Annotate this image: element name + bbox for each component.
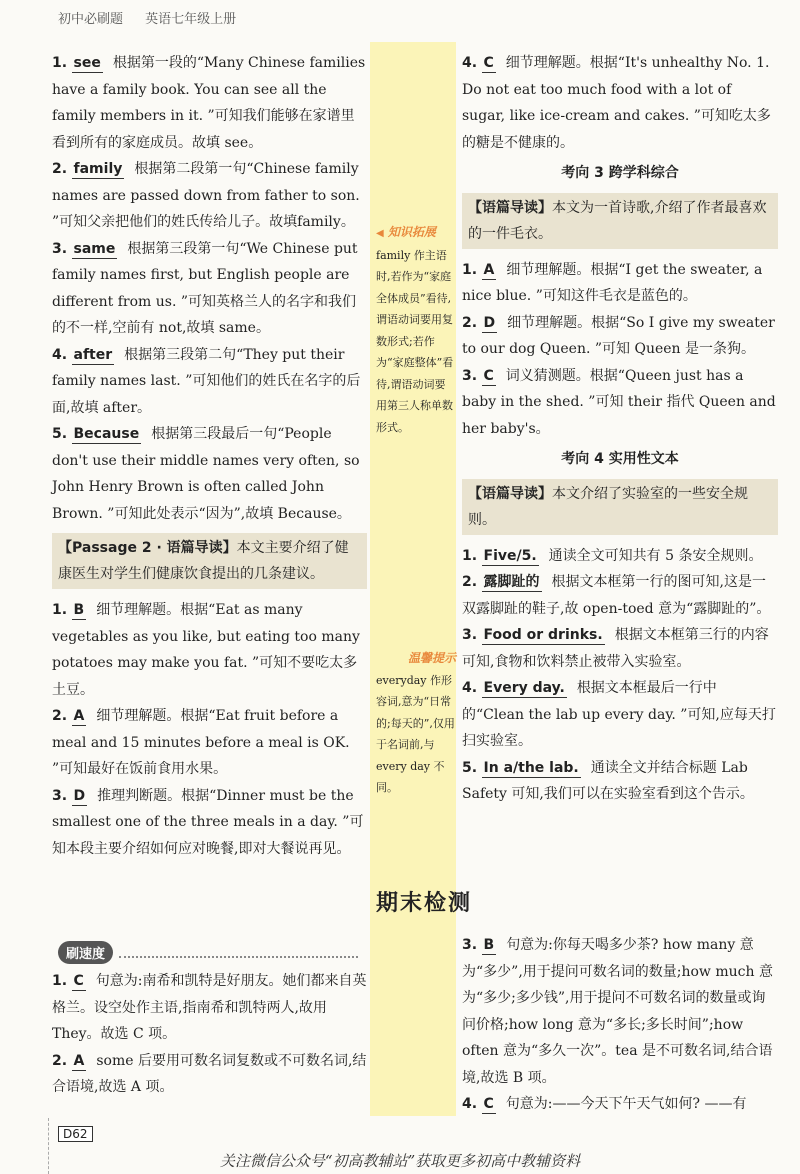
answer-item [52,703,367,783]
item-explanation: 根据第一段的“Many Chinese families have a family book. You can see all the family members in it. ”可知我们能够在家谱里看到所有的家庭成员。故填 see。 [52,55,366,151]
item-number: 3. [462,627,478,643]
side-column [370,42,456,1116]
passage2-label: 【Passage 2 · 语篇导读】 [58,540,237,556]
item-number: 4. [462,680,478,696]
item-answer: B [483,937,495,953]
passage2-text: 本文主要介绍了健康医生对学生们健康饮食提出的几条建议。 [58,540,349,582]
side-tip1-text: family 作主语时,若作为“家庭全体成员”看待,谓语动词要用复数形式;若作为“家庭整体”看待,谓语动词要用第三人称单数形式。 [376,248,454,434]
item-answer: D [483,314,496,331]
item-answer: see [73,55,101,71]
passage2-guide [52,533,367,589]
item-number: 4. [462,1096,478,1112]
section3-guide-label: 【语篇导读】 [468,199,552,216]
answer-item [52,342,367,422]
item-answer: A [73,708,85,724]
answer-item [462,1091,778,1118]
answer-item [462,755,778,808]
answer-item [462,543,778,570]
item-number: 5. [52,426,68,442]
side-tip-knowledge [376,222,456,438]
item-explanation: 根据第三段第一句“We Chinese put family names first, but English people are different from us. ”可知英格兰人的名字和我们的不一样,空前有 not,故填 same。 [52,240,358,336]
side-tip1-title: 知识拓展 [387,225,436,239]
item-answer: C [483,55,494,71]
item-number: 2. [462,314,478,331]
item-number: 3. [462,937,478,953]
item-number: 3. [52,787,68,804]
side-tip2-text: everyday 作形容词,意为“日常的;每天的”,仅用于名词前,与 every day 不同。 [376,673,455,794]
item-explanation: 细节理解题。根据“So I give my sweater to our dog Queen. ”可知 Queen 是一条狗。 [462,314,775,357]
item-explanation: 根据第三段第二句“They put their family names last. ”可知他们的姓氏在名字的后面,故填 after。 [52,346,361,416]
item-explanation: 根据文本框第一行的图可知,这是一双露脚趾的鞋子,故 open-toed 意为“露脚趾的”。 [462,574,771,617]
right-column-bottom [462,932,778,1118]
item-answer: family [73,161,123,177]
item-explanation: 根据第二段第一句“Chinese family names are passed down from father to son. ”可知父亲把他们的姓氏传给儿子。故填family。 [52,161,360,230]
item-answer: 露脚趾的 [483,574,540,590]
item-answer: Because [73,426,140,442]
answer-item [462,363,778,443]
left-column [52,50,367,862]
section3-guide [462,193,778,249]
item-explanation: 细节理解题。根据“Eat as many vegetables as you like, but eating too many potatoes may make you fat. ”可知不要吃太多土豆。 [52,602,360,698]
item-explanation: 通读全文可知共有 5 条安全规则。 [548,547,763,564]
item-explanation: 句意为:——今天下午天气如何? ——有 [505,1096,747,1112]
subject-title: 英语七年级上册 [145,12,237,27]
item-answer: same [73,240,116,257]
item-answer: B [73,602,85,618]
speed-badge: 刷速度 [58,941,113,964]
section4-guide [462,479,778,535]
item-number: 4. [52,346,68,363]
left-column-bottom [52,968,367,1101]
item-number: 3. [462,367,478,384]
item-number: 1. [52,973,68,989]
item-answer: after [73,346,113,363]
side-tip2-title: 温馨提示 [407,651,456,665]
item-answer: In a/the lab. [483,759,579,776]
item-number: 3. [52,240,68,257]
answer-item [52,968,367,1048]
answer-item [462,569,778,622]
item-answer: A [73,1052,85,1069]
item-explanation: some 后要用可数名词复数或不可数名词,结合语境,故选 A 项。 [52,1052,367,1095]
answer-item [52,421,367,527]
item-explanation: 细节理解题。根据“Eat fruit before a meal and 15 minutes before a meal is OK. ”可知最好在饭前食用水果。 [52,708,350,777]
item-number: 4. [462,55,478,71]
item-explanation: 根据第三段最后一句“People don't use their middle names very often, so John Henry Brown is often called John Brown. ”可知此处表示“因为”,故填 Because。 [52,426,360,522]
item-answer: C [73,973,84,989]
answer-item [52,783,367,863]
answer-item [462,675,778,755]
item-explanation: 通读全文并结合标题 Lab Safety 可知,我们可以在实验室看到这个告示。 [462,759,754,802]
item-number: 5. [462,759,478,776]
item-number: 1. [462,261,478,278]
answer-item [462,932,778,1091]
item-explanation: 推理判断题。根据“Dinner must be the smallest one of the three meals in a day. ”可知本段主要介绍如何应对晚餐,即对大餐说再见。 [52,787,364,857]
answer-item [52,156,367,236]
item-answer: A [483,261,495,278]
book-title: 初中必刷题 [58,12,124,27]
item-answer: Every day. [483,680,565,696]
item-answer: D [73,787,86,804]
item-number: 1. [52,602,68,618]
answer-item [462,622,778,675]
speed-header [58,940,358,964]
page-number: D62 [58,1126,93,1142]
section3-guide-text: 本文为一首诗歌,介绍了作者最喜欢的一件毛衣。 [468,199,767,242]
answer-item [462,50,778,156]
answer-item [462,310,778,363]
item-explanation: 根据文本框第三行的内容可知,食物和饮料禁止被带入实验室。 [462,627,769,670]
section4-title: 考向 4 实用性文本 [561,451,679,467]
arrow-icon: ◀ [376,228,384,239]
item-explanation: 句意为:南希和凯特是好朋友。她们都来自英格兰。设空处作主语,指南希和凯特两人,故用 They。故选 C 项。 [52,973,367,1042]
answer-item [52,597,367,703]
right-column [462,50,778,808]
footer-note: 关注微信公众号“初高教辅站”获取更多初高中教辅资料 [219,1152,581,1170]
item-number: 2. [52,161,68,177]
side-tip-warm [376,648,456,799]
item-explanation: 词义猜测题。根据“Queen just has a baby in the shed. ”可知 their 指代 Queen and her baby's。 [462,367,776,437]
item-answer: C [483,1096,494,1112]
final-exam-title: 期末检测 [376,891,473,916]
item-number: 2. [52,708,68,724]
item-number: 1. [52,55,68,71]
item-explanation: 句意为:你每天喝多少茶? how many 意为“多少”,用于提问可数名词的数量;how much 意为“多少;多少钱”,用于提问不可数名词的数量或询问价格;how long 意为“多长;多长时间”;how often 意为“多久一次”。tea 是不可数名词,结合语境,故选 B 项。 [462,937,773,1086]
item-answer: Food or drinks. [483,627,603,643]
item-answer: Five/5. [483,547,537,564]
section4-guide-label: 【语篇导读】 [468,485,552,502]
item-number: 1. [462,547,478,564]
item-explanation: 根据文本框最后一行中的“Clean the lab up every day. ”可知,应每天打扫实验室。 [462,680,776,749]
section4-guide-text: 本文介绍了实验室的一些安全规则。 [468,485,748,528]
divider [119,946,358,958]
item-explanation: 细节理解题。根据“It's unhealthy No. 1. Do not eat too much food with a lot of sugar, like ice-cream and cakes. ”可知吃太多的糖是不健康的。 [462,55,771,151]
answer-item [462,257,778,310]
item-number: 2. [462,574,478,590]
answer-item [52,236,367,342]
answer-item [52,1048,367,1101]
item-answer: C [483,367,494,384]
section3-title: 考向 3 跨学科综合 [561,165,679,181]
item-number: 2. [52,1052,68,1069]
page-header [58,8,254,27]
answer-item [52,50,367,156]
item-explanation: 细节理解题。根据“I get the sweater, a nice blue. ”可知这件毛衣是蓝色的。 [462,261,763,304]
